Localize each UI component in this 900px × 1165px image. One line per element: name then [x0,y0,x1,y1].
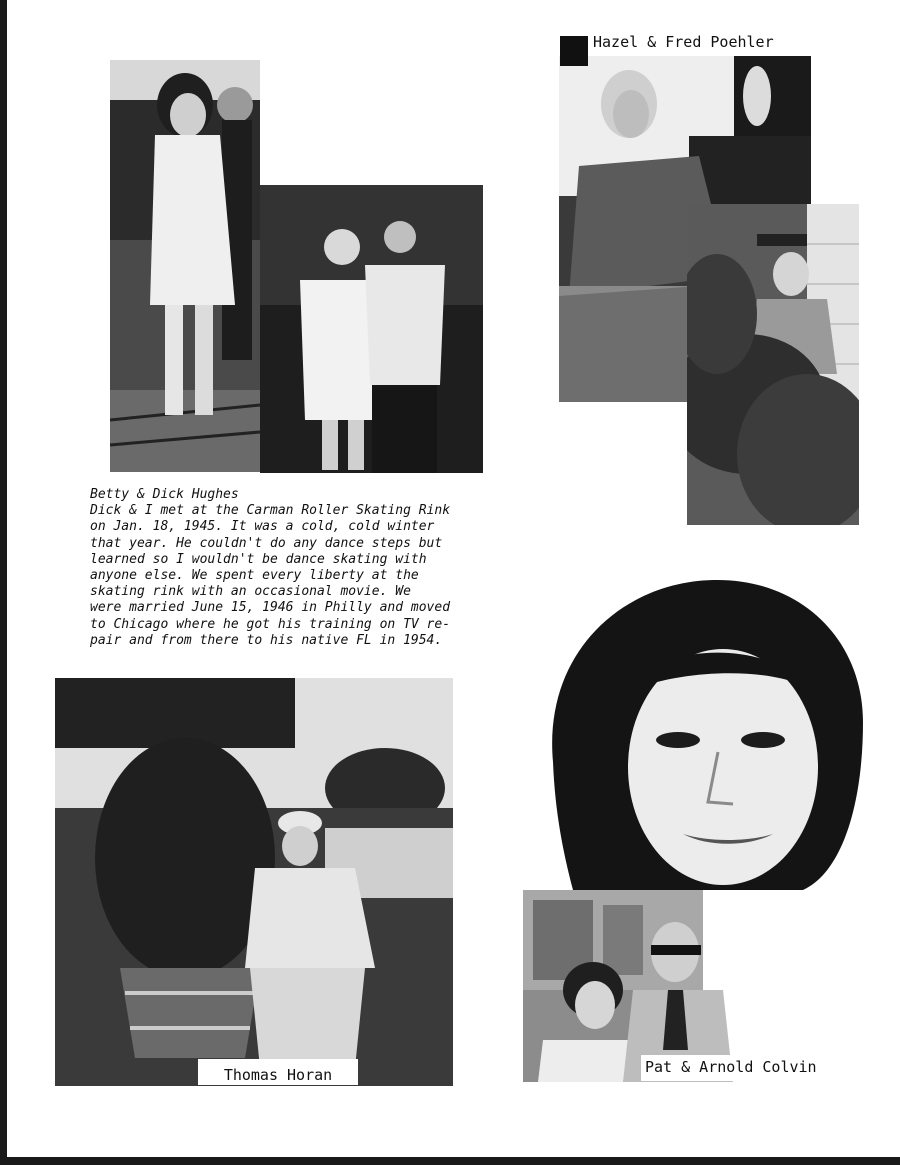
story-line: learned so I wouldn't be dance skating with [90,551,427,567]
photo-older-couple [260,185,483,473]
caption-colvin-text: Pat & Arnold Colvin [645,1058,817,1076]
page-edge-shadow [0,0,7,1165]
photo-young-couple [110,60,260,472]
story-line: pair and from there to his native FL in 1954. [90,632,443,648]
story-line: on Jan. 18, 1945. It was a cold, cold winter [90,519,435,535]
story-line: Dick & I met at the Carman Roller Skating Rink [90,503,451,519]
caption-horan [198,1059,358,1085]
caption-horan-text: Thomas Horan [223,1066,333,1084]
photo-portrait-woman [543,572,865,890]
story-line: skating rink with an occasional movie. We [90,584,411,600]
caption-colvin [641,1055,875,1081]
story-line: that year. He couldn't do any dance steps but [90,535,443,551]
photo-colvin [523,890,771,1082]
story-line: to Chicago where he got his training on TV re- [90,616,451,632]
story-title: Betty & Dick Hughes [90,487,239,502]
caption-poehler-marker [560,36,588,66]
caption-poehler-text: Hazel & Fred Poehler [593,33,774,51]
page-bottom-edge [0,1157,900,1165]
caption-poehler [591,33,776,51]
photo-graduate [687,204,859,525]
story-hughes [90,487,520,649]
photo-horan [55,678,453,1086]
story-line: were married June 15, 1946 in Philly and moved [90,600,451,616]
story-line: anyone else. We spent every liberty at the [90,568,419,584]
